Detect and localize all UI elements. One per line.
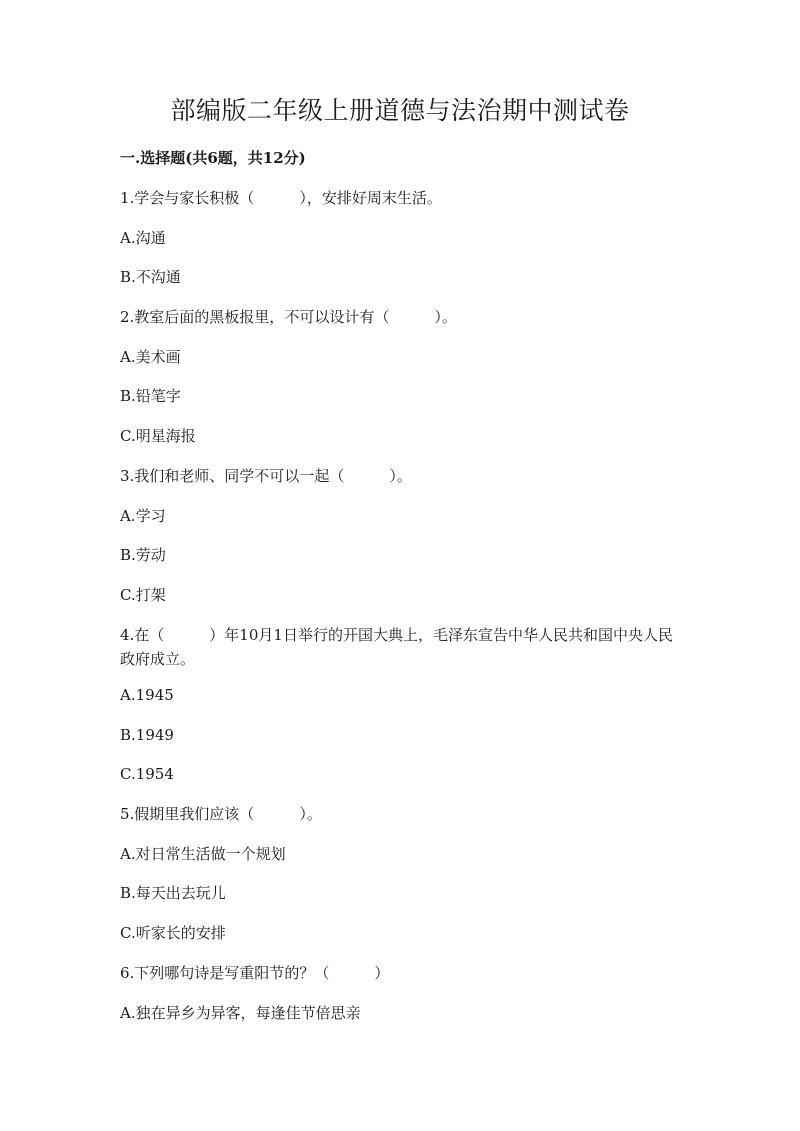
question-5-option-a: A.对日常生活做一个规划 <box>120 845 286 863</box>
question-3-stem: 3.我们和老师、同学不可以一起（ ）。 <box>120 467 412 485</box>
question-2-option-c: C.明星海报 <box>120 427 196 445</box>
question-2-stem: 2.教室后面的黑板报里，不可以设计有（ ）。 <box>120 308 457 326</box>
question-1-option-a: A.沟通 <box>120 229 166 247</box>
question-6-option-a: A.独在异乡为异客，每逢佳节倍思亲 <box>120 1004 361 1022</box>
question-5-option-b: B.每天出去玩儿 <box>120 884 226 902</box>
question-3-option-c: C.打架 <box>120 586 166 604</box>
page-title: 部编版二年级上册道德与法治期中测试卷 <box>170 96 630 125</box>
question-1-option-b: B.不沟通 <box>120 268 181 286</box>
question-5-option-c: C.听家长的安排 <box>120 924 226 942</box>
question-4-option-a: A.1945 <box>120 686 174 704</box>
question-3-option-a: A.学习 <box>120 507 166 525</box>
question-4-stem: 4.在（ ）年10月1日举行的开国大典上，毛泽东宣告中华人民共和国中央人民政府成立。 <box>120 626 673 668</box>
question-4-option-c: C.1954 <box>120 765 174 783</box>
question-1-stem: 1.学会与家长积极（ ），安排好周末生活。 <box>120 189 442 207</box>
question-3-option-b: B.劳动 <box>120 546 166 564</box>
question-2-option-b: B.铅笔字 <box>120 387 181 405</box>
question-2-option-a: A.美术画 <box>120 348 181 366</box>
question-6-stem: 6.下列哪句诗是写重阳节的？（ ） <box>120 964 390 982</box>
question-4-option-b: B.1949 <box>120 726 174 744</box>
question-5-stem: 5.假期里我们应该（ ）。 <box>120 805 322 823</box>
section-heading-multiple-choice: 一.选择题(共6题，共12分) <box>120 149 306 167</box>
